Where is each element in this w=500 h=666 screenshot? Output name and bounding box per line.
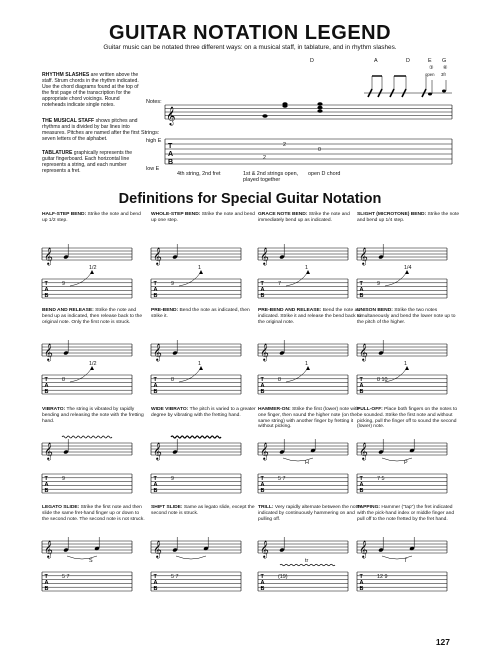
definition-text (42, 212, 147, 224)
tab-number: 2 (263, 155, 266, 161)
term: TRILL: (258, 505, 274, 510)
svg-text:T: T (153, 574, 157, 580)
tab-fret: 8 (62, 377, 65, 383)
tab-fret: 5 7 (62, 574, 70, 580)
svg-text:T: T (359, 574, 363, 580)
definition-text (151, 407, 256, 419)
technique-mark: P (404, 460, 408, 466)
svg-text:A: A (359, 383, 364, 389)
definition-text (151, 212, 256, 224)
fret-label: open (425, 72, 435, 77)
svg-text:B: B (359, 293, 364, 299)
chord-name: D (406, 58, 410, 64)
svg-text:𝄞: 𝄞 (260, 247, 269, 265)
svg-text:T: T (44, 281, 48, 287)
svg-text:𝄞: 𝄞 (359, 247, 368, 265)
term: RHYTHM SLASHES (42, 72, 90, 78)
definition-text (42, 505, 147, 522)
tab-fret: 8 (171, 377, 174, 383)
svg-text:𝄞: 𝄞 (44, 540, 53, 558)
svg-text:B: B (44, 389, 49, 395)
svg-text:𝄞: 𝄞 (359, 343, 368, 361)
notation-example (42, 529, 134, 601)
svg-text:T: T (359, 476, 363, 482)
svg-text:A: A (260, 383, 265, 389)
notation-example (42, 431, 134, 503)
strings-label: Strings: (141, 130, 160, 136)
definition-text (258, 308, 363, 325)
svg-text:A: A (359, 287, 364, 293)
svg-text:𝄞: 𝄞 (44, 247, 53, 265)
svg-text:A: A (44, 482, 49, 488)
definition-text (357, 505, 462, 522)
page-title: GUITAR NOTATION LEGEND (108, 22, 392, 44)
svg-text:T: T (44, 377, 48, 383)
svg-text:𝄞: 𝄞 (44, 343, 53, 361)
technique-mark: 1 (198, 361, 201, 367)
definition-text (151, 308, 256, 320)
svg-text:B: B (44, 293, 49, 299)
desc: Strike the first (lower) note with one finger, then sound the higher note (on the same string) with another finger by fretting it without picking. (258, 407, 360, 430)
definition-text (258, 212, 363, 224)
tab-fret: 9 (171, 281, 174, 287)
svg-text:T: T (153, 377, 157, 383)
tab-number: 2 (283, 142, 286, 148)
term: PRE-BEND: (151, 308, 179, 313)
definition-text (42, 407, 147, 424)
tab-fret: 5 7 (278, 476, 286, 482)
svg-text:T: T (168, 143, 173, 150)
tab-fret: 12 9 (377, 574, 388, 580)
tab-fret: 9 (377, 281, 380, 287)
svg-text:B: B (153, 293, 158, 299)
notation-example (258, 431, 350, 503)
svg-text:B: B (260, 293, 265, 299)
svg-text:B: B (260, 586, 265, 592)
technique-mark: 1 (198, 265, 201, 271)
term: TABLATURE (42, 150, 73, 156)
svg-text:A: A (359, 482, 364, 488)
term: SHIFT SLIDE: (151, 505, 183, 510)
svg-text:T: T (260, 377, 264, 383)
svg-text:𝄞: 𝄞 (260, 343, 269, 361)
tab-number: 0 (318, 147, 321, 153)
svg-text:A: A (44, 287, 49, 293)
definition-text (258, 505, 363, 522)
svg-text:A: A (260, 482, 265, 488)
technique-mark: 1 (404, 361, 407, 367)
desc: Place both fingers on the notes to be sounded. Strike the first note and without picking, pull the finger off to sound the second (lower) note. (357, 407, 458, 430)
svg-text:𝄞: 𝄞 (153, 343, 162, 361)
desc: Strike the note and bend up 1/2 step. (42, 212, 141, 223)
page-number: 127 (435, 637, 450, 647)
caption: 1st & 2nd strings open, played together (243, 171, 299, 183)
tab-fret: 5 7 (171, 574, 179, 580)
desc: shows pitches and rhythms and is divided by bar lines into measures. Pitches are named after the first seven letters of the alphabet. (42, 118, 140, 143)
svg-text:T: T (153, 476, 157, 482)
desc: Strike the first note and then slide the same fret-hand finger up or down to the second note. The second note is not struck. (42, 505, 145, 522)
desc: Bend the note as indicated, then strike it. (151, 308, 250, 319)
technique-mark: H (305, 460, 309, 466)
tab-fret: 8 10 (377, 377, 388, 383)
desc: Strike the note and immediately bend up as indicated. (258, 212, 350, 223)
svg-text:B: B (359, 389, 364, 395)
definition-text (357, 212, 462, 224)
svg-text:T: T (260, 281, 264, 287)
tab-fret: 7 (278, 281, 281, 287)
svg-text:B: B (260, 389, 265, 395)
desc: are written above the staff. Strum chords in the rhythm indicated. Use the chord diagrams found at the top of the first page of the transcription for the appropriate chord voicings. Round noteheads indicate single notes. (42, 72, 139, 109)
chord-name: E (428, 58, 432, 64)
svg-text:T: T (44, 476, 48, 482)
svg-text:𝄞: 𝄞 (153, 247, 162, 265)
desc: The string is vibrated by rapidly bending and releasing the note with the fretting hand. (42, 407, 144, 424)
technique-mark: S (89, 558, 93, 564)
caption: open D chord (308, 171, 341, 177)
notes-label: Notes: (146, 99, 162, 105)
technique-mark: 1 (305, 265, 308, 271)
notation-example (357, 332, 449, 404)
term: HALF-STEP BEND: (42, 212, 87, 217)
tab-fret: 8 (278, 377, 281, 383)
desc: Very rapidly alternate between the notes indicated by continuously hammering on and pulling off. (258, 505, 363, 522)
notation-example (357, 431, 449, 503)
notation-example (258, 529, 350, 601)
notation-example (42, 236, 134, 308)
fret-label: 3fr (441, 72, 447, 77)
svg-text:𝄞: 𝄞 (359, 540, 368, 558)
svg-text:𝄞: 𝄞 (166, 106, 176, 125)
svg-text:T: T (260, 476, 264, 482)
tab-fret: 7 5 (377, 476, 385, 482)
string-circle: ⑥ (443, 65, 448, 71)
svg-text:B: B (44, 586, 49, 592)
tab-fret: 9 (171, 476, 174, 482)
notation-example (42, 332, 134, 404)
term: WIDE VIBRATO: (151, 407, 189, 412)
notation-example (357, 236, 449, 308)
svg-text:A: A (153, 580, 158, 586)
desc: Strike the note and bend up as indicated, then release back to the original note. Only the first note is struck. (42, 308, 143, 325)
svg-text:A: A (153, 287, 158, 293)
svg-text:B: B (168, 159, 174, 166)
intro-text: Guitar music can be notated three different ways: on a musical staff, in tablature, and in rhythm slashes. (103, 44, 397, 51)
notation-example (357, 529, 449, 601)
desc: Bend the note as indicated. Strike it and release the bend back to the original note. (258, 308, 362, 325)
definition-text (357, 407, 462, 430)
svg-text:𝄞: 𝄞 (260, 540, 269, 558)
term: GRACE NOTE BEND: (258, 212, 308, 217)
caption: 4th string, 2nd fret (177, 171, 221, 177)
svg-text:A: A (44, 383, 49, 389)
definition-text (42, 308, 147, 325)
svg-text:A: A (44, 580, 49, 586)
term: HAMMER-ON: (258, 407, 291, 412)
term: VIBRATO: (42, 407, 66, 412)
definition-text (151, 505, 256, 517)
svg-text:𝄞: 𝄞 (44, 442, 53, 460)
term: TAPPING: (357, 505, 381, 510)
desc: Hammer ("tap") the fret indicated with the pick-hand index or middle finger and pull off to the note fretted by the fret hand. (357, 505, 455, 522)
technique-mark: 1/4 (404, 265, 412, 271)
definition-text (258, 407, 363, 430)
svg-text:A: A (359, 580, 364, 586)
notation-example (151, 236, 243, 308)
technique-mark: 1/2 (89, 361, 97, 367)
tab-fret: (19) (278, 574, 288, 580)
term: WHOLE-STEP BEND: (151, 212, 201, 217)
svg-text:T: T (44, 574, 48, 580)
svg-text:B: B (359, 586, 364, 592)
desc: Strike the two notes simultaneously and bend the lower note up to the pitch of the higher. (357, 308, 456, 325)
svg-text:T: T (153, 281, 157, 287)
term: SLIGHT (MICROTONE) BEND: (357, 212, 427, 217)
chord-name: D (310, 58, 314, 64)
svg-text:B: B (153, 586, 158, 592)
term: PRE-BEND AND RELEASE: (258, 308, 322, 313)
svg-text:A: A (153, 383, 158, 389)
string-circle: ③ (429, 65, 434, 71)
technique-mark: 1 (305, 361, 308, 367)
technique-mark: 1/2 (89, 265, 97, 271)
desc: graphically represents the guitar fingerboard. Each horizontal line represents a string, and each number represents a fret. (42, 150, 133, 175)
desc: Strike the note and bend up 1/4 step. (357, 212, 460, 223)
chord-name: G (442, 58, 447, 64)
svg-text:A: A (260, 580, 265, 586)
notation-example (151, 332, 243, 404)
svg-text:B: B (260, 488, 265, 494)
high-label: high E (146, 138, 162, 144)
svg-text:T: T (260, 574, 264, 580)
svg-text:T: T (359, 377, 363, 383)
term: LEGATO SLIDE: (42, 505, 80, 510)
chord-name: A (374, 58, 378, 64)
notation-example (258, 332, 350, 404)
tab-fret: 9 (62, 476, 65, 482)
notation-example (151, 529, 243, 601)
svg-text:B: B (44, 488, 49, 494)
technique-mark: T (404, 558, 408, 564)
svg-text:T: T (359, 281, 363, 287)
svg-text:A: A (153, 482, 158, 488)
svg-text:B: B (153, 389, 158, 395)
term: BEND AND RELEASE: (42, 308, 94, 313)
technique-mark: tr (305, 558, 309, 564)
notation-example (258, 236, 350, 308)
term: UNISON BEND: (357, 308, 393, 313)
definition-text (357, 308, 462, 325)
svg-text:𝄞: 𝄞 (359, 442, 368, 460)
svg-text:A: A (260, 287, 265, 293)
section-title: Definitions for Special Guitar Notation (118, 191, 382, 207)
notation-example (151, 431, 243, 503)
term: THE MUSICAL STAFF (42, 118, 95, 124)
tab-fret: 9 (62, 281, 65, 287)
svg-text:A: A (168, 151, 174, 158)
svg-text:𝄞: 𝄞 (260, 442, 269, 460)
desc: The pitch is varied to a greater degree by vibrating with the fretting hand. (151, 407, 256, 418)
svg-text:𝄞: 𝄞 (153, 442, 162, 460)
term: PULL-OFF: (357, 407, 383, 412)
svg-text:B: B (359, 488, 364, 494)
desc: Strike the note and bend up one step. (151, 212, 256, 223)
svg-text:B: B (153, 488, 158, 494)
svg-text:𝄞: 𝄞 (153, 540, 162, 558)
desc: Same as legato slide, except the second note is struck. (151, 505, 255, 516)
low-label: low E (146, 166, 160, 172)
